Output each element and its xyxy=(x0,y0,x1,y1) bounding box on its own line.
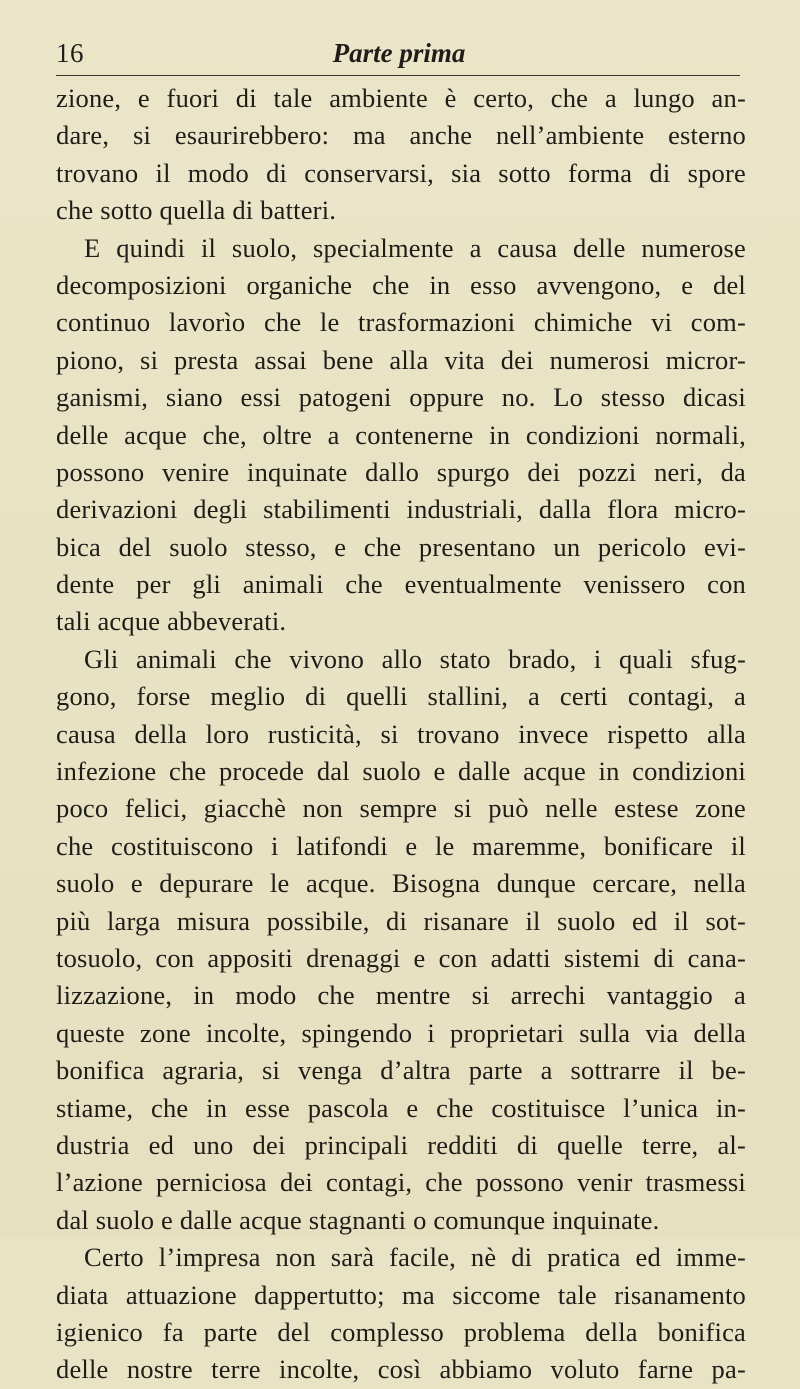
text-line: Certo l’impresa non sarà facile, nè di pratica ed imme- xyxy=(84,1242,746,1273)
page-header xyxy=(56,26,742,74)
running-title: Parte prima xyxy=(332,38,466,68)
text-line: dare, si esaurirebbero: ma anche nell’ambiente esterno xyxy=(56,120,746,151)
text-line: diata attuazione dappertutto; ma siccome tale risanamento xyxy=(56,1279,746,1310)
text-line: dal suolo e dalle acque stagnanti o comunque inquinate. xyxy=(56,1204,660,1235)
text-line: zione, e fuori di tale ambiente è certo, che a lungo an- xyxy=(56,83,746,113)
text-line: E quindi il suolo, specialmente a causa delle numerose xyxy=(84,232,746,263)
text-line: dente per gli animali che eventualmente venissero con xyxy=(56,569,746,600)
text-line: decomposizioni organiche che in esso avvengono, e del xyxy=(56,269,746,300)
page-number: 16 xyxy=(56,38,84,68)
body-text xyxy=(56,80,746,1389)
text-line: Gli animali che vivono allo stato brado, i quali sfug- xyxy=(84,643,746,674)
text-line: suolo e depurare le acque. Bisogna dunque cercare, nella xyxy=(56,868,746,899)
text-line: che sotto quella di batteri. xyxy=(56,195,337,226)
text-line: stiame, che in esse pascola e che costituisce l’unica in- xyxy=(56,1092,746,1123)
text-line: bica del suolo stesso, e che presentano un pericolo evi- xyxy=(56,531,746,562)
text-line: poco felici, giacchè non sempre si può nelle estese zone xyxy=(56,793,746,824)
text-line: derivazioni degli stabilimenti industriali, dalla flora micro- xyxy=(56,494,746,525)
text-line: lizzazione, in modo che mentre si arrechi vantaggio a xyxy=(56,980,746,1011)
text-line: tali acque abbeverati. xyxy=(56,606,287,637)
text-line: causa della loro rusticità, si trovano invece rispetto alla xyxy=(56,718,746,749)
text-line: più larga misura possibile, di risanare il suolo ed il sot- xyxy=(56,905,746,936)
text-line: dustria ed uno dei principali redditi di quelle terre, al- xyxy=(56,1129,746,1160)
text-line: l’azione perniciosa dei contagi, che possono venir trasmessi xyxy=(56,1167,746,1198)
text-line: delle nostre terre incolte, così abbiamo voluto farne pa- xyxy=(56,1354,746,1385)
text-line: bonifica agraria, si venga d’altra parte a sottrarre il be- xyxy=(56,1055,746,1086)
text-line: infezione che procede dal suolo e dalle acque in condizioni xyxy=(56,756,746,787)
text-line: igienico fa parte del complesso problema della bonifica xyxy=(56,1316,746,1347)
text-line: ganismi, siano essi patogeni oppure no. Lo stesso dicasi xyxy=(56,382,746,413)
text-line: queste zone incolte, spingendo i proprietari sulla via della xyxy=(56,1017,746,1048)
text-line: trovano il modo di conservarsi, sia sotto forma di spore xyxy=(56,157,746,188)
text-line: tosuolo, con appositi drenaggi e con adatti sistemi di cana- xyxy=(56,942,746,973)
header-rule xyxy=(56,75,740,76)
text-line: possono venire inquinate dallo spurgo dei pozzi neri, da xyxy=(56,456,746,487)
text-line: che costituiscono i latifondi e le maremme, bonificare il xyxy=(56,830,746,861)
text-line: continuo lavorìo che le trasformazioni chimiche vi com- xyxy=(56,307,746,338)
text-line: piono, si presta assai bene alla vita dei numerosi micror- xyxy=(56,344,746,375)
text-line: gono, forse meglio di quelli stallini, a certi contagi, a xyxy=(56,681,746,712)
text-line: delle acque che, oltre a contenerne in condizioni normali, xyxy=(56,419,746,450)
